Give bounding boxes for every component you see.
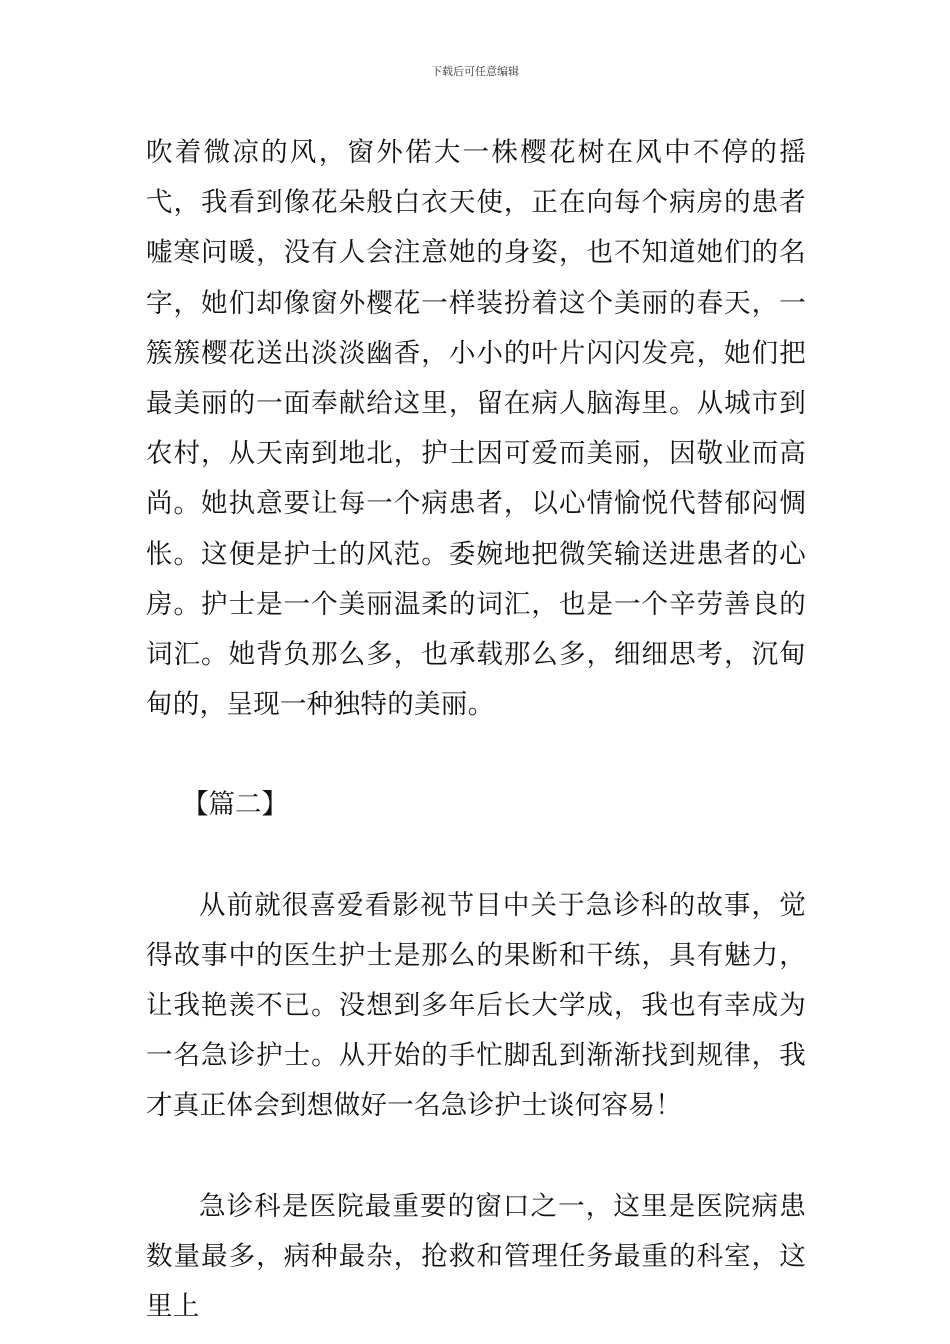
paragraph-2: 从前就很喜爱看影视节目中关于急诊科的故事，觉得故事中的医生护士是那么的果断和干练，具有魅力，让我艳羡不已。没想到多年后长大学成，我也有幸成为一名急诊护士。从开始的手忙脚乱到渐渐找到规律，我才真正体会到想做好一名急诊护士谈何容易！ [146, 889, 806, 1122]
section-title: 【篇二】 [182, 789, 288, 821]
page-header-note: 下载后可任意编辑 [431, 65, 519, 78]
paragraph-3: 急诊科是医院最重要的窗口之一，这里是医院病患数量最多，病种最杂，抢救和管理任务最重的科室，这里上 [146, 1190, 806, 1323]
paragraph-1: 吹着微凉的风，窗外偌大一株樱花树在风中不停的摇弋，我看到像花朵般白衣天使，正在向每个病房的患者嘘寒问暖，没有人会注意她的身姿，也不知道她们的名字，她们却像窗外樱花一样装扮着这个美丽的春天，一簇簇樱花送出淡淡幽香，小小的叶片闪闪发亮，她们把最美丽的一面奉献给这里，留在病人脑海里。从城市到农村，从天南到地北，护士因可爱而美丽，因敬业而高尚。她执意要让每一个病患者，以心情愉悦代替郁闷惆怅。这便是护士的风范。委婉地把微笑输送进患者的心房。护士是一个美丽温柔的词汇，也是一个辛劳善良的词汇。她背负那么多，也承载那么多，细细思考，沉甸甸的，呈现一种独特的美丽。 [146, 137, 806, 721]
document-body [146, 128, 806, 1332]
